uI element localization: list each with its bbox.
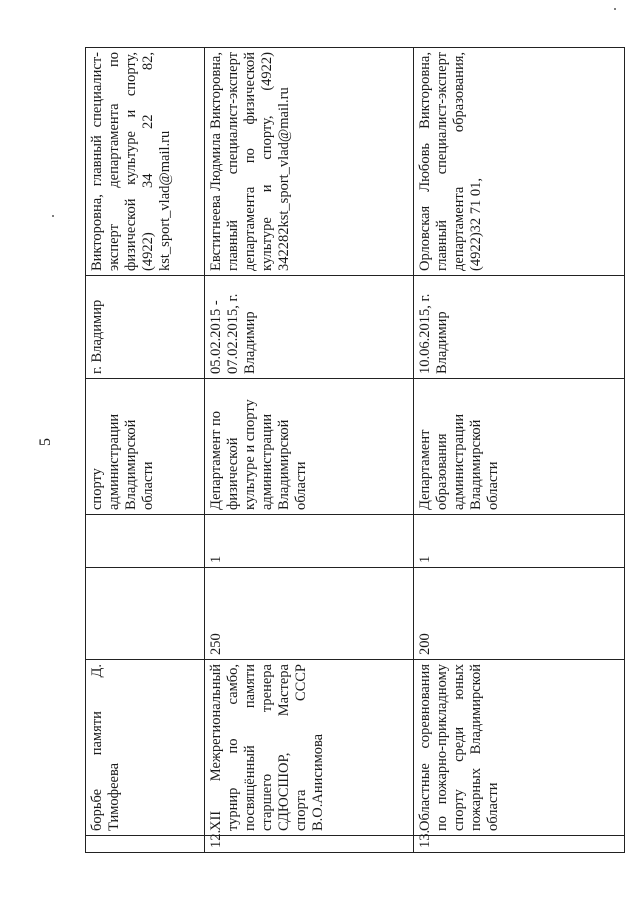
contact-person: Викторовна, главный специалист-эксперт департамента по физической культуре и спорту, (4922) 34 22 82, kst_sport_vlad@mail.ru <box>86 48 205 276</box>
date-place: 10.06.2015, г. Владимир <box>414 276 625 379</box>
scan-mark <box>52 215 54 217</box>
events-count: 1 <box>205 515 414 568</box>
event-name: борьбе памяти Д. Тимофеева <box>86 660 205 836</box>
rotated-table-wrapper <box>85 48 615 853</box>
date-place: 05.02.2015 - 07.02.2015, г. Владимир <box>205 276 414 379</box>
organizer: спорту администрации Владимирской области <box>86 379 205 515</box>
table-row <box>205 48 414 853</box>
row-number <box>86 836 205 853</box>
participants-count: 200 <box>414 568 625 660</box>
table-row <box>86 48 205 853</box>
events-count <box>86 515 205 568</box>
page-number: 5 <box>37 438 54 446</box>
events-count: 1 <box>414 515 625 568</box>
participants-count: 250 <box>205 568 414 660</box>
participants-count <box>86 568 205 660</box>
table-row <box>414 48 625 853</box>
row-number: 12. <box>205 836 414 853</box>
date-place: г. Владимир <box>86 276 205 379</box>
event-name: Областные соревнования по пожарно-прикладному спорту среди юных пожарных Владимирской области <box>414 660 625 836</box>
contact-person: Евстигнеева Людмила Викторовна, главный специалист-эксперт департамента по физической культуре и спорту, (4922) 342282kst_sport_vlad@mail.ru <box>205 48 414 276</box>
event-name: XII Межрегиональный турнир по самбо, посвящённый памяти старшего тренера СДЮСШОР, Мастера спорта СССР В.О.Анисимова <box>205 660 414 836</box>
row-number: 13. <box>414 836 625 853</box>
contact-person: Орловская Любовь Викторовна, главный специалист-эксперт департамента образования, (4922)32 71 01, <box>414 48 625 276</box>
organizer: Департамент образования администрации Владимирской области <box>414 379 625 515</box>
events-table <box>85 47 625 853</box>
organizer: Департамент по физической культуре и спорту администрации Владимирской области <box>205 379 414 515</box>
scan-mark <box>614 8 616 10</box>
